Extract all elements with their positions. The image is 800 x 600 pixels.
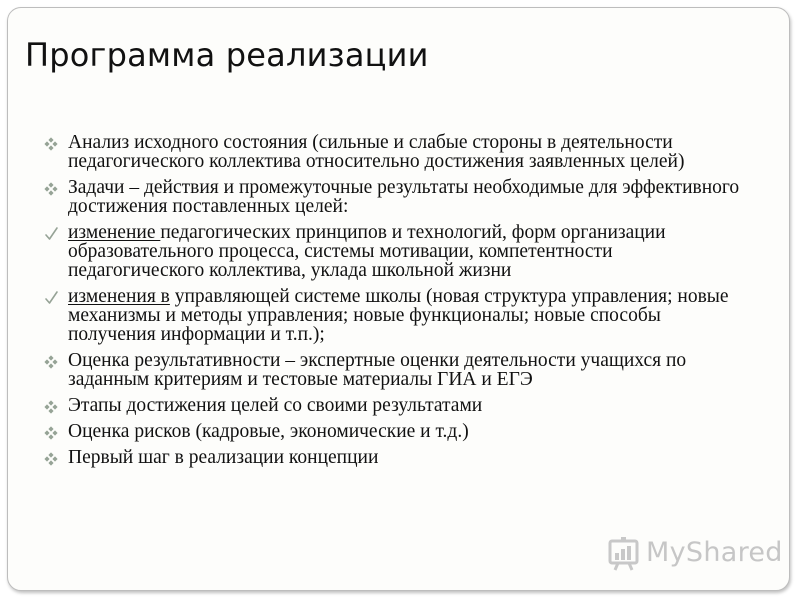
- list-item: [40, 133, 752, 171]
- item-text: управляющей системе школы (новая структура управления; новые механизмы и методы управления; новые функционалы; новые способы получения информации и т.п.);: [68, 286, 729, 345]
- list-item: [40, 351, 752, 389]
- item-text: Анализ исходного состояния (сильные и слабые стороны в деятельности педагогического коллектива относительно достижения заявленных целей): [68, 132, 685, 172]
- item-text: Оценка результативности – экспертные оценки деятельности учащихся по заданным критериям и тестовые материалы ГИА и ЕГЭ: [68, 350, 687, 390]
- diamond-bullet-icon: [42, 352, 60, 370]
- item-text: педагогических принципов и технологий, форм организации образовательного процесса, системы мотивации, компетентности педагогического коллектива, уклада школьной жизни: [68, 222, 666, 281]
- item-text: Задачи – действия и промежуточные результаты необходимые для эффективного достижения поставленных целей:: [68, 177, 740, 217]
- item-text: Оценка рисков (кадровые, экономические и т.д.): [68, 421, 469, 442]
- diamond-bullet-icon: [42, 449, 60, 467]
- list-item: [40, 287, 752, 344]
- list-item: [40, 422, 752, 441]
- diamond-bullet-icon: [42, 397, 60, 415]
- checkmark-bullet-icon: [42, 288, 60, 306]
- item-text: Этапы достижения целей со своими результатами: [68, 395, 483, 416]
- list-item: [40, 396, 752, 415]
- diamond-bullet-icon: [42, 423, 60, 441]
- bullet-list: [40, 133, 752, 474]
- list-item: [40, 178, 752, 216]
- item-text: Первый шаг в реализации концепции: [68, 447, 379, 468]
- underlined-text: изменения в: [68, 286, 170, 307]
- checkmark-bullet-icon: [42, 224, 60, 242]
- list-item: [40, 223, 752, 280]
- myshared-watermark[interactable]: [608, 535, 783, 575]
- watermark-text: MyShared: [646, 537, 783, 568]
- list-item: [40, 448, 752, 467]
- diamond-bullet-icon: [42, 134, 60, 152]
- myshared-logo-icon: [608, 537, 640, 571]
- underlined-text: изменение: [68, 222, 161, 243]
- diamond-bullet-icon: [42, 179, 60, 197]
- slide-title: Программа реализации: [25, 36, 429, 74]
